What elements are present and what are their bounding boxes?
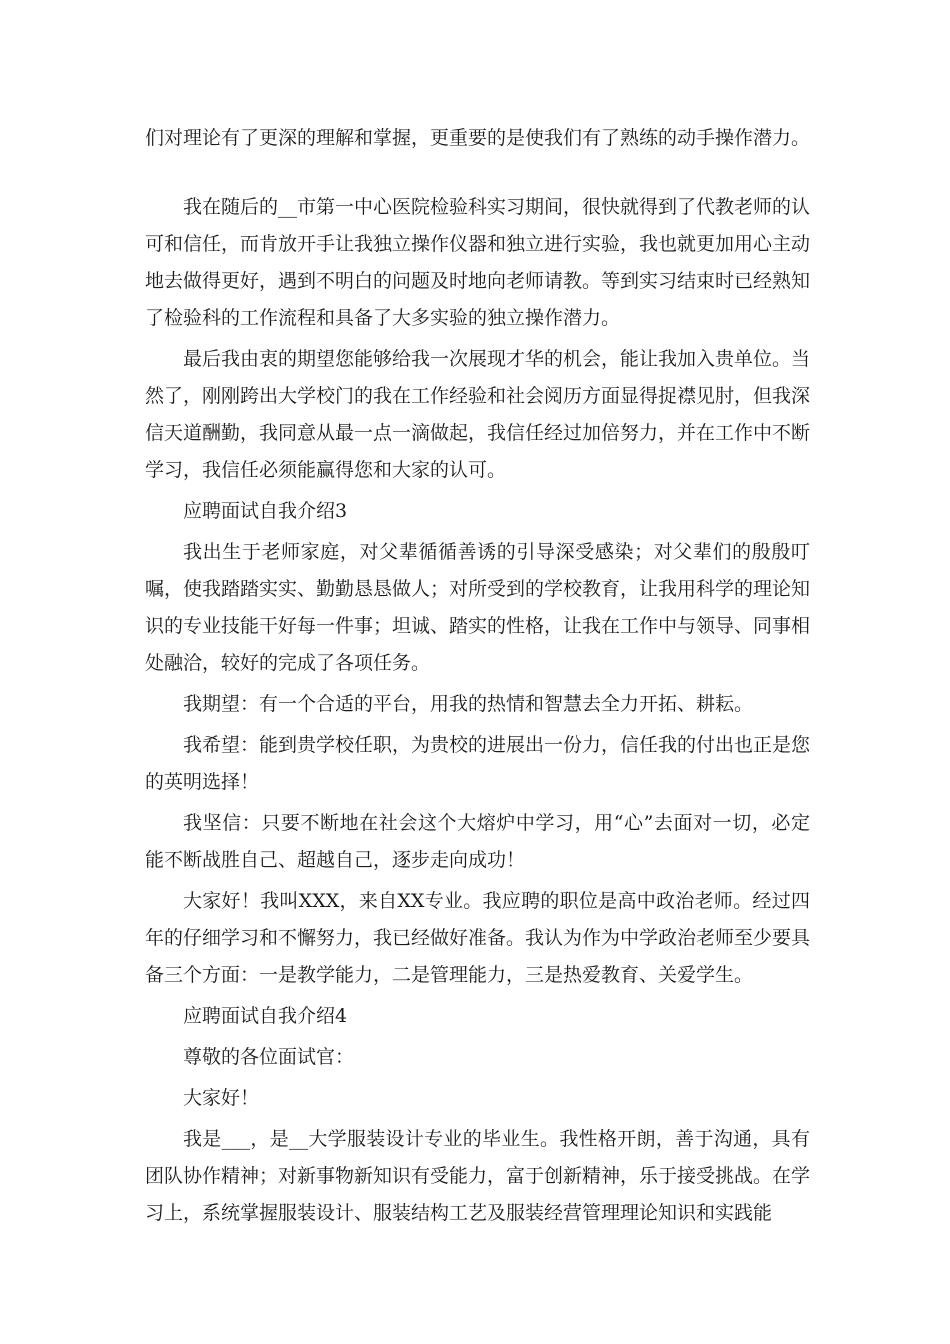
- document-body: [145, 120, 810, 1236]
- section-heading-intro-4: 应聘面试自我介绍4: [183, 1005, 348, 1027]
- paragraph-expectation: 我期望：有一个合适的平台，用我的热情和智慧去全力开拓、耕耘。: [183, 693, 754, 715]
- section-heading-intro-3: 应聘面试自我介绍3: [183, 500, 348, 522]
- paragraph-belief: 我坚信：只要不断地在社会这个大熔炉中学习，用“心”去面对一切，必定能不断战胜自己、超越自己，逐步走向成功！: [145, 812, 810, 871]
- paragraph-designer-intro: 我是___，是__大学服装设计专业的毕业生。我性格开朗，善于沟通，具有团队协作精神；对新事物新知识有受能力，富于创新精神，乐于接受挑战。在学习上，系统掌握服装设计、服装结构工艺及服装经营管理理论知识和实践能: [145, 1128, 811, 1224]
- paragraph-closing-hope: 最后我由衷的期望您能够给我一次展现才华的机会，能让我加入贵单位。当然了，刚刚跨出大学校门的我在工作经验和社会阅历方面显得捉襟见肘，但我深信天道酬勤，我同意从最一点一滴做起，我信任经过加倍努力，并在工作中不断学习，我信任必须能赢得您和大家的认可。: [145, 348, 811, 481]
- paragraph-internship: 我在随后的__市第一中心医院检验科实习期间，很快就得到了代教老师的认可和信任，而肯放开手让我独立操作仪器和独立进行实验，我也就更加用心主动地去做得更好，遇到不明白的问题及时地向老师请教。等到实习结束时已经熟知了检验科的工作流程和具备了大多实验的独立操作潜力。: [145, 196, 811, 329]
- paragraph-salutation: 尊敬的各位面试官：: [183, 1046, 355, 1068]
- paragraph-teacher-intro: 大家好！我叫XXX，来自XX专业。我应聘的职位是高中政治老师。经过四年的仔细学习和不懈努力，我已经做好准备。我认为作为中学政治老师至少要具备三个方面：一是教学能力，二是管理能力，三是热爱教育、关爱学生。: [145, 890, 811, 986]
- paragraph-greeting: 大家好！: [183, 1087, 260, 1109]
- paragraph-continuation: 们对理论有了更深的理解和掌握，更重要的是使我们有了熟练的动手操作潜力。: [145, 127, 811, 149]
- paragraph-wish: 我希望：能到贵学校任职，为贵校的进展出一份力，信任我的付出也正是您的英明选择！: [145, 734, 811, 793]
- paragraph-background: 我出生于老师家庭，对父辈循循善诱的引导深受感染；对父辈们的殷殷叮嘱，使我踏踏实实、勤勤恳恳做人；对所受到的学校教育，让我用科学的理论知识的专业技能干好每一件事；坦诚、踏实的性格，让我在工作中与领导、同事相处融洽，较好的完成了各项任务。: [145, 541, 811, 674]
